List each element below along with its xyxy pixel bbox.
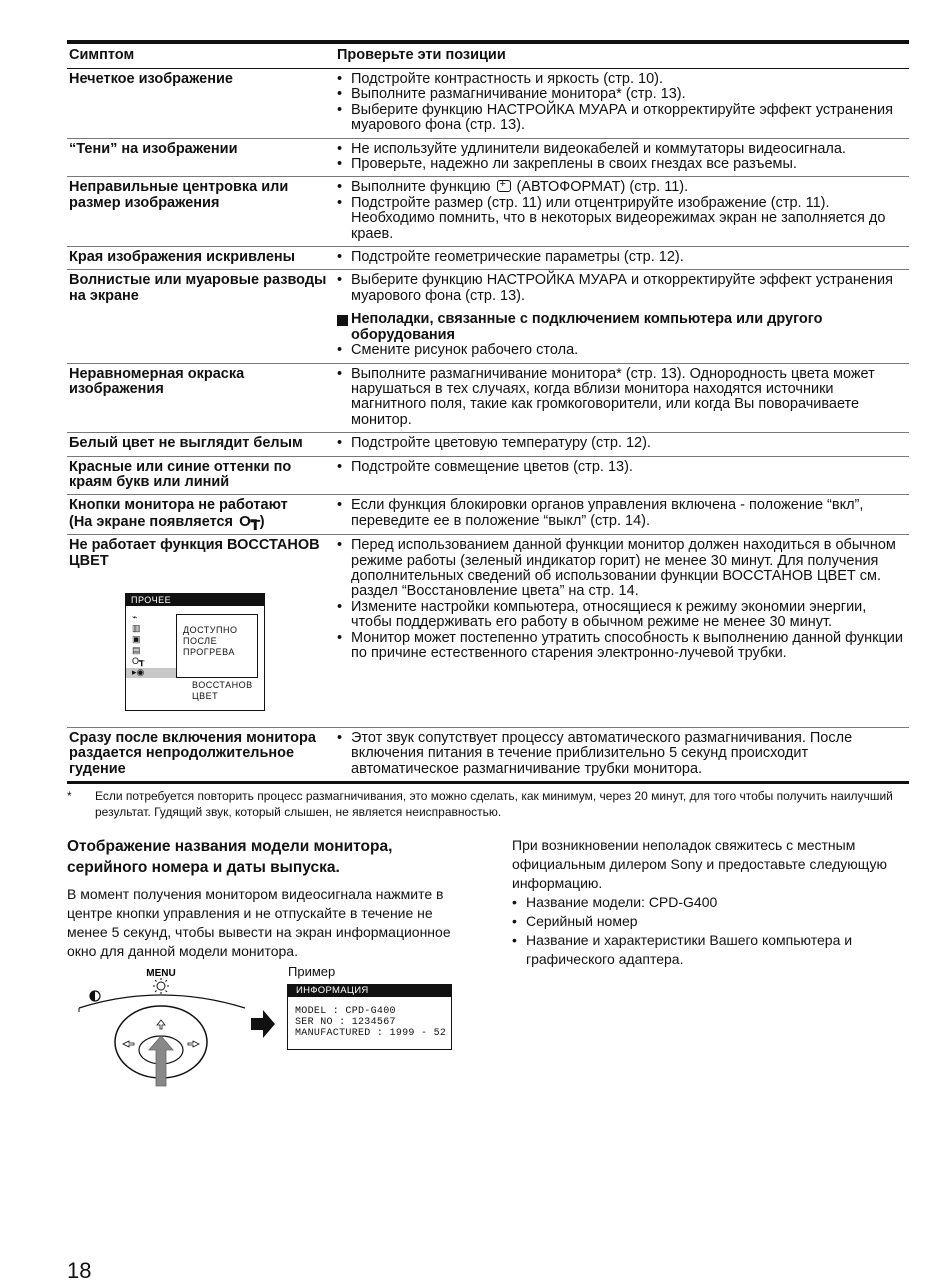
menu-label: MENU — [146, 968, 176, 979]
osd-caption-line: ВОССТАНОВ — [192, 679, 253, 690]
check-item: • Этот звук сопутствует процессу автоматического размагничивания. После включения питания в течение приблизительно 5 секунд происходит автоматическое размагничивание трубки монитора. — [337, 731, 909, 777]
header-symptom: Симптом — [69, 47, 135, 63]
symptom-text: (На экране появляется — [69, 513, 234, 530]
table-row — [67, 495, 909, 535]
check-cell — [335, 456, 909, 495]
check-item-text: Выполните функцию — [351, 179, 491, 196]
header-check: Проверьте эти позиции — [337, 47, 506, 63]
symptom-cell: Белый цвет не выглядит белым — [69, 435, 303, 452]
auto-format-icon — [497, 180, 511, 192]
key-icon: O┱ — [132, 655, 145, 666]
symptom-text: Кнопки монитора не работают — [69, 497, 288, 514]
symptom-text: Не работает функция ВОССТАНОВ ЦВЕТ — [69, 537, 320, 569]
check-item: • Подстройте совмещение цветов (стр. 13). — [337, 460, 909, 475]
contact-dealer-section — [512, 836, 912, 969]
plug-icon: ⌁ — [132, 611, 138, 622]
check-cell — [335, 270, 909, 363]
table-row — [67, 270, 909, 363]
footnote-text: Если потребуется повторить процесс размагничивания, это можно сделать, как минимум, через 20 минут, для того чтобы получить наилучший результат. Гудящий звук, который слышен, не является неисправностью. — [95, 789, 893, 819]
check-item: • Смените рисунок рабочего стола. — [337, 343, 909, 358]
check-item: • Измените настройки компьютера, относящиеся к режиму экономии энергии, чтобы поддерживать его работу в обычном режиме не менее 30 минут. — [337, 600, 909, 631]
example-label: Пример — [288, 964, 336, 979]
check-cell — [335, 727, 909, 782]
symptom-cell: “Тени” на изображении — [69, 140, 238, 157]
list-item: • Название модели: CPD-G400 — [512, 893, 912, 912]
table-row — [67, 433, 909, 456]
table-row — [67, 535, 909, 728]
osd-menu-title: ПРОЧЕЕ — [126, 594, 264, 606]
check-item-text: (АВТОФОРМАТ) (стр. 11). — [516, 179, 689, 196]
section-paragraph: В момент получения монитором видеосигнала нажмите в центре кнопки управления и не отпускайте в течение не менее 5 секунд, чтобы вывести на экран информационное окно для данной модели монитора. — [67, 886, 451, 959]
osd-caption — [192, 680, 253, 702]
check-item: • Подстройте размер (стр. 11) или отцентрируйте изображение (стр. 11). Необходимо помнить, что в некоторых видеорежимах экран не заполняется до краев. — [337, 196, 909, 242]
degauss-icon: ▥ — [132, 622, 141, 633]
section-heading: Отображение названия модели монитора, серийного номера и даты выпуска. — [67, 838, 393, 876]
check-item — [337, 180, 909, 195]
table-header-row — [67, 42, 909, 69]
check-cell — [335, 138, 909, 177]
square-bullet-icon — [337, 315, 348, 326]
info-window-title: ИНФОРМАЦИЯ — [288, 985, 451, 997]
check-cell — [335, 247, 909, 270]
table-row — [67, 138, 909, 177]
check-cell — [335, 535, 909, 728]
osd-caption-line: ЦВЕТ — [192, 690, 219, 701]
check-item: • Выполните размагничивание монитора* (стр. 13). — [337, 87, 909, 102]
info-line: SER NO : 1234567 — [295, 1017, 396, 1028]
table-row — [67, 727, 909, 782]
contrast-icon — [90, 991, 100, 1001]
osd-menu-illustration — [125, 593, 265, 711]
info-line: MANUFACTURED : 1999 - 52 — [295, 1028, 447, 1039]
section-subheading — [337, 312, 909, 343]
table-row — [67, 247, 909, 270]
check-cell — [335, 495, 909, 535]
symptom-cell: Неправильные центровка или размер изображения — [69, 179, 289, 211]
page-number: 18 — [67, 1258, 92, 1283]
info-window — [287, 984, 452, 1050]
symptom-cell: Волнистые или муаровые разводы на экране — [69, 272, 327, 304]
footnote — [67, 788, 909, 820]
check-item: • Выполните размагничивание монитора* (стр. 13). Однородность цвета может нарушаться в тех случаях, когда вблизи монитора находятся источники магнитного поля, такие как громкоговорители, или когда Вы поворачиваете монитор. — [337, 367, 909, 429]
list-item: • Серийный номер — [512, 912, 912, 931]
symptom-cell — [67, 535, 335, 728]
footnote-marker: * — [67, 789, 72, 803]
check-item: • Проверьте, надежно ли закреплены в своих гнездах все разъемы. — [337, 157, 909, 172]
osd-popup-box — [176, 614, 258, 678]
symptom-cell: Красные или синие оттенки по краям букв или линий — [69, 458, 292, 490]
color-restore-icon: ▸◉ — [132, 666, 145, 677]
osd-popup-line: ДОСТУПНО — [183, 624, 238, 635]
check-cell — [335, 363, 909, 433]
check-item: • Монитор может постепенно утратить способность к выполнению данной функции по причине естественного старения электронно-лучевой трубки. — [337, 631, 909, 662]
troubleshooting-table — [67, 40, 909, 784]
symptom-cell: Нечеткое изображение — [69, 71, 233, 87]
symptom-cell — [67, 495, 335, 535]
check-item: • Перед использованием данной функции монитор должен находиться в обычном режиме работы (зеленый индикатор горит) не менее 30 минут. Для получения дополнительных сведений об использовании функции ВОССТАНОВ ЦВЕТ см. раздел “Восстановление цвета” на стр. 14. — [337, 538, 909, 600]
brightness-icon — [153, 978, 169, 994]
image-restore-icon: ▣ — [132, 633, 141, 644]
symptom-cell: Края изображения искривлены — [69, 249, 296, 266]
check-item: • Если функция блокировки органов управления включена - положение “вкл”, переведите ее в положение “выкл” (стр. 14). — [337, 498, 909, 529]
info-line: MODEL : CPD-G400 — [295, 1006, 396, 1017]
table-row — [67, 69, 909, 139]
osd-popup-line: ПОСЛЕ — [183, 635, 218, 646]
check-cell — [335, 177, 909, 247]
osd-icon-column — [132, 612, 150, 678]
check-item: • Не используйте удлинители видеокабелей и коммутаторы видеосигнала. — [337, 142, 909, 157]
model-info-section — [67, 836, 467, 961]
osd-popup-line: ПРОГРЕВА — [183, 646, 235, 657]
check-item: • Подстройте геометрические параметры (стр. 12). — [337, 250, 909, 265]
key-icon: O┱ — [239, 512, 260, 530]
check-item: • Выберите функцию НАСТРОЙКА МУАРА и откорректируйте эффект устранения муарового фона (стр. 13). — [337, 273, 909, 304]
table-row — [67, 177, 909, 247]
info-icon: ▤ — [132, 644, 141, 655]
check-cell — [335, 433, 909, 456]
check-item: • Подстройте контрастность и яркость (стр. 10). — [337, 72, 909, 87]
table-row — [67, 456, 909, 495]
symptom-cell: Неравномерная окраска изображения — [69, 365, 245, 397]
check-item: • Подстройте цветовую температуру (стр. 12). — [337, 436, 909, 451]
symptom-cell: Сразу после включения монитора раздается непродолжительное гудение — [69, 729, 316, 777]
check-item: • Выберите функцию НАСТРОЙКА МУАРА и откорректируйте эффект устранения муарового фона (стр. 13). — [337, 103, 909, 134]
list-item: • Название и характеристики Вашего компьютера и графического адаптера. — [512, 931, 912, 969]
subheading-text: Неполадки, связанные с подключением компьютера или другого оборудования — [351, 311, 823, 343]
right-arrow-icon — [251, 1010, 275, 1038]
symptom-text: ) — [259, 513, 265, 530]
contact-intro: При возникновении неполадок свяжитесь с местным официальным дилером Sony и предоставьте следующую информацию. — [512, 837, 887, 891]
check-cell — [335, 69, 909, 139]
table-row — [67, 363, 909, 433]
